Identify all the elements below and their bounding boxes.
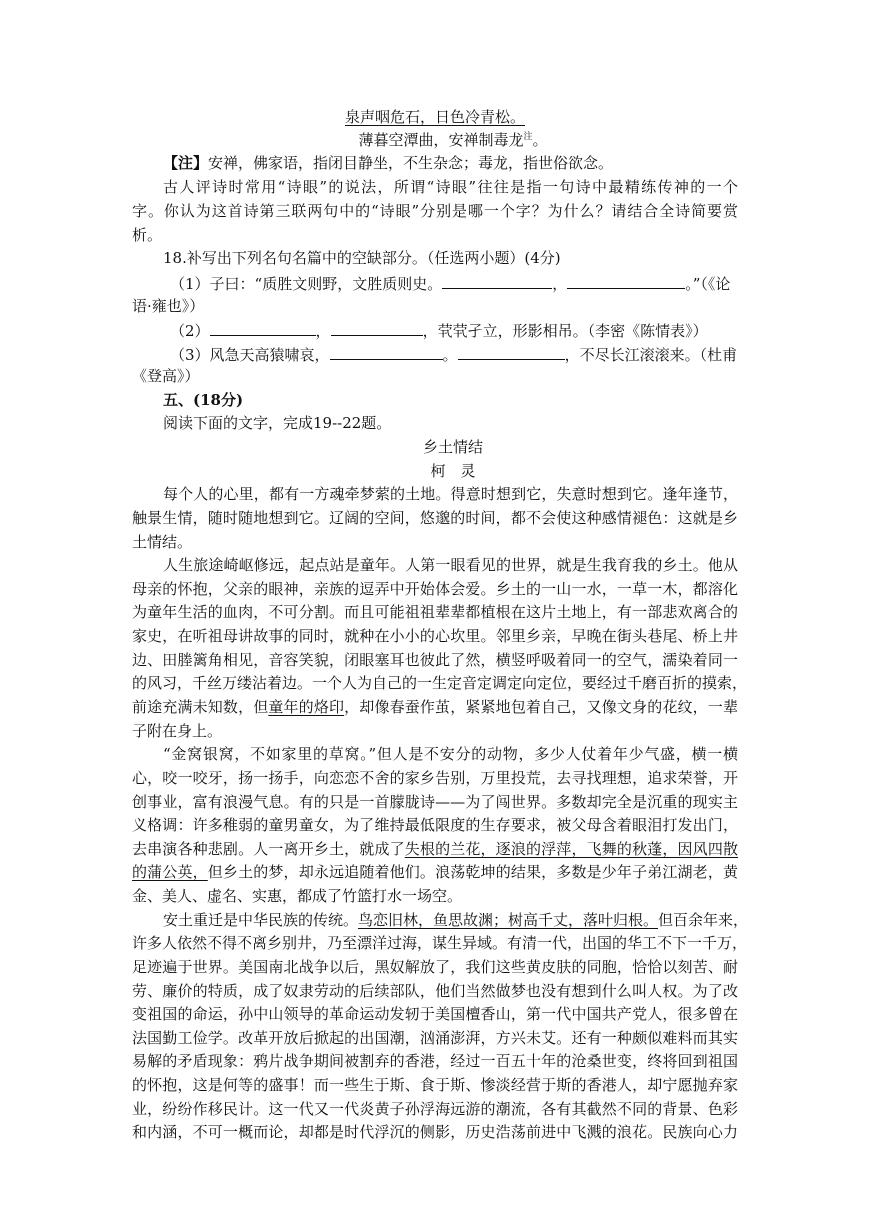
paragraph-line: 业，纷纷作移民计。这一代又一代炎黄子孙浮海远游的潮流，各有其截然不同的背景、色彩 (132, 1100, 738, 1118)
text-run: 前途充满未知数，但 (132, 698, 269, 716)
paragraph-line: 劳、廉价的特质，成了奴隶劳动的后续部队，他们当然做梦也没有想到什么叫人权。为了改 (132, 982, 738, 1000)
paragraph-line: 义格调：许多稚弱的童男童女，为了维持最低限度的生存要求，被父母含着眼泪打发出门， (132, 816, 738, 834)
underlined-phrase: 童年的烙印 (268, 698, 345, 716)
text-run: 去串演各种悲剧。人一离开乡土，就成了 (132, 840, 405, 858)
paragraph-line (163, 909, 749, 933)
answer-blank[interactable] (567, 271, 685, 289)
paragraph-line: “金窝银窝，不如家里的草窝。”但人是不安分的动物，多少人仗着年少气盛，横一横 (163, 745, 738, 763)
paragraph-line: 创事业，富有浪漫气息。有的只是一首朦胧诗——为了闯世界。多数却完全是沉重的现实主 (132, 793, 738, 811)
answer-blank[interactable] (210, 318, 316, 336)
underlined-phrase: 鸟恋旧林，鱼思故渊；树高千丈，落叶归根。 (358, 911, 659, 929)
section-instruction: 阅读下面的文字，完成19--22题。 (163, 414, 392, 432)
paragraph-line: 心，咬一咬牙，扬一扬手，向恋恋不舍的家乡告别，万里投荒，去寻找理想，追求荣誉，开 (132, 769, 738, 787)
paragraph-line: 金、美人、虚名、实惠，都成了竹篮打水一场空。 (132, 887, 463, 905)
paragraph-line: 土情结。 (132, 533, 193, 551)
item-text: （1）子曰：“质胜文则野，文胜质则史。 (170, 275, 443, 293)
question-18-item-3-cont: 《登高》） (132, 367, 200, 385)
item-sep: ， (552, 275, 568, 293)
question-18-item-1 (170, 271, 738, 297)
item-text: （3）风急天高猿啸哀， (170, 346, 330, 364)
question-18-item-3 (170, 342, 738, 368)
paragraph-line: 子附在身上。 (132, 722, 223, 740)
paragraph-line: 足迹遍于世界。美国南北战争以后，黑奴解放了，我们这些黄皮肤的同胞，恰恰以刻苦、耐 (132, 958, 738, 976)
poem-line-2-text: 薄暮空潭曲，安禅制毒龙 (358, 131, 524, 149)
underlined-phrase: 的蒲公英， (132, 863, 208, 881)
article-author: 柯 灵 (430, 462, 476, 480)
poem-line-2-end: 。 (532, 131, 548, 149)
underlined-phrase: 失根的兰花，逐浪的浮萍，飞舞的秋蓬，因风四散 (404, 840, 738, 858)
poem-note (163, 152, 738, 176)
paragraph-line (132, 861, 738, 885)
paragraph-line: 的风习，千丝万缕沾着边。一个人为自己的一生定音定调定向定位，要经过千磨百折的摸索， (132, 674, 748, 692)
paragraph-line: 母亲的怀抱，父亲的眼神，亲族的逗弄中开始体会爱。乡土的一山一水，一草一木，都溶化 (132, 580, 738, 598)
question-17-line: 古人评诗时常用“诗眼”的说法，所谓“诗眼”往往是指一句诗中最精练传神的一个 (163, 178, 738, 196)
paragraph-line: 家史，在听祖母讲故事的同时，就种在小小的心坎里。邻里乡亲，早晚在街头巷尾、桥上井 (132, 627, 738, 645)
item-sep: ， (315, 322, 331, 340)
answer-blank[interactable] (330, 342, 443, 360)
item-text: （2） (170, 322, 210, 340)
answer-blank[interactable] (458, 342, 565, 360)
question-17-line: 析。 (132, 226, 163, 244)
note-label: 【注】 (163, 154, 209, 172)
question-18-item-2 (170, 318, 738, 344)
note-mark: 注 (523, 132, 533, 142)
paragraph-line: 边、田塍篱角相见，音容笑貌，闭眼塞耳也彼此了然，横竖呼吸着同一的空气，濡染着同一 (132, 651, 738, 669)
item-sep: 。 (442, 346, 458, 364)
poem-line-1 (132, 106, 738, 130)
paragraph-line: 变祖国的命运，孙中山领导的革命运动发轫于美国檀香山，第一代中国共产党人，很多曾在 (132, 1005, 738, 1023)
paragraph-line: 为童年生活的血肉，不可分割。而且可能祖祖辈辈都植根在这片土地上，有一部悲欢离合的 (132, 603, 738, 621)
paragraph-line: 易解的矛盾现象：鸦片战争期间被割弃的香港，经过一百五十年的沧桑世变，终将回到祖国 (132, 1052, 738, 1070)
text-run: ，却像春蚕作茧，紧紧地包着自己，又像文身的花纹，一辈 (344, 698, 738, 716)
poem-line-2 (150, 129, 756, 153)
paragraph-line: 每个人的心里，都有一方魂牵梦萦的土地。得意时想到它，失意时想到它。逢年逢节， (163, 485, 738, 503)
text-run: 但乡土的梦，却永远追随着他们。浪荡乾坤的结果，多数是少年子弟江湖老，黄 (207, 863, 738, 881)
poem-line-1-text: 泉声咽危石，日色冷青松。 (344, 108, 525, 126)
note-text: 安禅，佛家语，指闭目静坐，不生杂念；毒龙，指世俗欲念。 (208, 154, 614, 172)
paragraph-line: 触景生情，随时随地想到它。辽阔的空间，悠邈的时间，都不会使这种感情褪色：这就是乡 (132, 509, 738, 527)
paragraph-line: 和内涵，不可一概而论，却都是时代浮沉的侧影，历史浩荡前进中飞溅的浪花。民族向心力 (132, 1123, 738, 1141)
paragraph-line: 的怀抱，这是何等的盛事！而一些生于斯、食于斯、惨淡经营于斯的香港人，却宁愿抛弃家 (132, 1076, 738, 1094)
section-heading: 五、(18分) (163, 391, 244, 409)
paragraph-line (132, 696, 738, 720)
answer-blank[interactable] (442, 271, 552, 289)
paragraph-line: 人生旅途崎岖修远，起点站是童年。人第一眼看见的世界，就是生我育我的乡土。他从 (163, 556, 738, 574)
answer-blank[interactable] (331, 318, 423, 336)
paragraph-line: 法国勤工俭学。改革开放后掀起的出国潮，汹涌澎湃，方兴未艾。还有一种颇似难料而其实 (132, 1029, 738, 1047)
item-text: ，不尽长江滚滚来。（杜甫 (564, 346, 738, 364)
item-text: ，茕茕孑立，形影相吊。（李密《陈情表》） (422, 322, 708, 340)
text-run: 但百余年来， (658, 911, 749, 929)
text-run: 安土重迁是中华民族的传统。 (163, 911, 359, 929)
paragraph-line: 许多人依然不得不离乡别井，乃至漂洋过海，谋生异域。有清一代，出国的华工不下一千万， (132, 934, 748, 952)
question-18-item-1-cont: 语·雍也》） (132, 297, 205, 315)
question-18-title: 18.补写出下列名句名篇中的空缺部分。（任选两小题）(4分) (163, 249, 561, 267)
question-17-line: 字。你认为这首诗第三联两句中的“诗眼”分别是哪一个字？为什么？请结合全诗简要赏 (132, 202, 738, 220)
paragraph-line (132, 838, 738, 862)
article-title: 乡土情结 (422, 438, 483, 456)
item-text: 。”（《论 (685, 275, 731, 293)
